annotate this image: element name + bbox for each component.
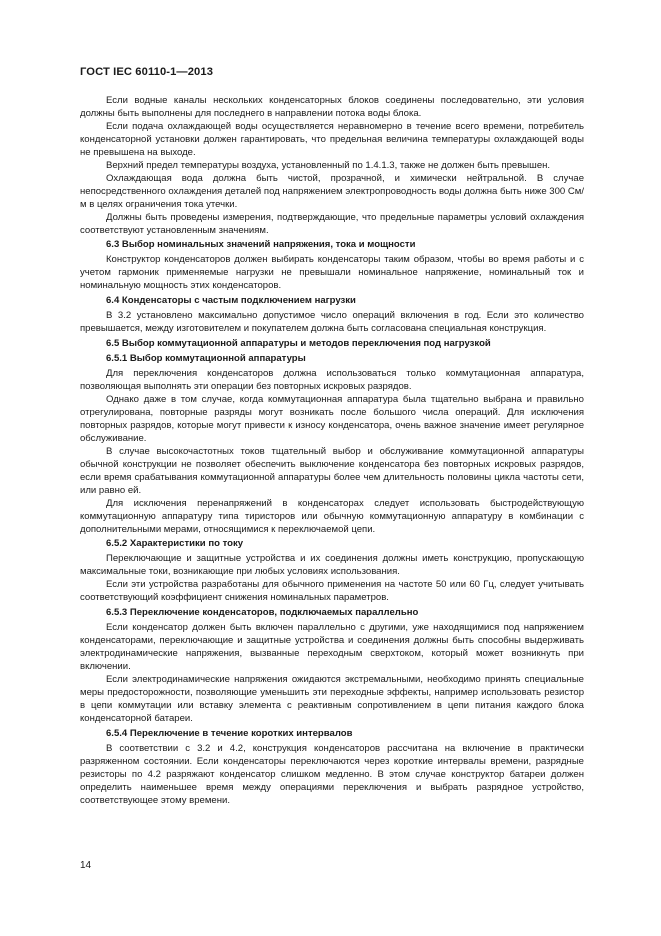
paragraph: Для переключения конденсаторов должна использоваться только коммутационная аппаратура, позволяющая выполнять эти операции без повторных искровых разрядов. [80, 368, 584, 393]
document-body [80, 95, 584, 808]
paragraph: Должны быть проведены измерения, подтверждающие, что предельные параметры условий охлаждения соответствуют установленным значениям. [80, 211, 584, 236]
paragraph: В 3.2 установлено максимально допустимое число операций включения в год. Если это количество превышается, между изготовителем и покупателем должна быть согласована специальная конструкция. [80, 310, 584, 335]
paragraph: Охлаждающая вода должна быть чистой, прозрачной, и химически нейтральной. В случае непосредственного охлаждения деталей под напряжением электропроводность воды должна быть ниже 300 См/м в целях ограничения тока утечки. [80, 172, 584, 210]
paragraph: Конструктор конденсаторов должен выбирать конденсаторы таким образом, чтобы во время работы и с учетом гармоник применяемые нагрузки не превышали номинальное напряжение, номинальный ток и номинальную мощность этих конденсаторов. [80, 254, 584, 292]
paragraph: В соответствии с 3.2 и 4.2, конструкция конденсаторов рассчитана на включение в практически разряженном состоянии. Если конденсаторы переключаются через короткие интервалы времени, разрядные резисторы по 4.2 разряжают конденсатор слишком медленно. В этом случае конструктор батареи должен определить наименьшее время между операциями переключения и выбрать разрядное устройство, соответствующее этому времени. [80, 742, 584, 806]
paragraph: Если эти устройства разработаны для обычного применения на частоте 50 или 60 Гц, следует учитывать соответствующий коэффициент снижения номинальных параметров. [80, 579, 584, 604]
section-heading-6-5-3: 6.5.3 Переключение конденсаторов, подключаемых параллельно [106, 607, 419, 619]
paragraph: Верхний предел температуры воздуха, установленный по 1.4.1.3, также не должен быть превышен. [106, 159, 551, 171]
section-heading-6-5-1: 6.5.1 Выбор коммутационной аппаратуры [106, 353, 306, 365]
paragraph: Если электродинамические напряжения ожидаются экстремальными, необходимо принять специальные меры предосторожности, позволяющие уменьшить эти переходные эффекты, например использовать резистор в цепи коммутации или вставку элемента с реактивным сопротивлением в цепи питания каждого блока конденсаторной батареи. [80, 673, 584, 724]
paragraph: Для исключения перенапряжений в конденсаторах следует использовать быстродействующую коммутационную аппаратуру типа тиристоров или обычную коммутационную аппаратуру в комбинации с дополнительными мерами, относящимися к переключаемой цепи. [80, 497, 584, 535]
paragraph: Однако даже в том случае, когда коммутационная аппаратура была тщательно выбрана и правильно отрегулирована, повторные разряды могут возникать после большого числа операций. Для исключения повторных разрядов, которые могут привести к износу конденсатора, очень важное значение имеет регулярное обслуживание. [80, 393, 584, 444]
section-heading-6-5-2: 6.5.2 Характеристики по току [106, 538, 244, 550]
section-heading-6-4: 6.4 Конденсаторы с частым подключением нагрузки [106, 295, 356, 307]
section-heading-6-5-4: 6.5.4 Переключение в течение коротких интервалов [106, 727, 353, 739]
paragraph: Если подача охлаждающей воды осуществляется неравномерно в течение всего времени, потребитель конденсаторной установки должен гарантировать, что предельная величина температуры охлаждающей воды не превышена на выходе. [80, 120, 584, 158]
page-number: 14 [80, 860, 92, 871]
document-header: ГОСТ IEC 60110-1—2013 [80, 66, 214, 78]
paragraph: Переключающие и защитные устройства и их соединения должны иметь конструкцию, пропускающую максимальные токи, возникающие при любых условиях использования. [80, 553, 584, 578]
section-heading-6-5: 6.5 Выбор коммутационной аппаратуры и методов переключения под нагрузкой [106, 338, 491, 350]
paragraph: Если водные каналы нескольких конденсаторных блоков соединены последовательно, эти условия должны быть выполнены для последнего в направлении потока воды блока. [80, 95, 584, 119]
paragraph: Если конденсатор должен быть включен параллельно с другими, уже находящимися под напряжением конденсаторами, переключающие и защитные устройства и соединения должны быть способны выдерживать электродинамические напряжения, вызванные переходным сверхтоком, который может возникнуть при включении. [80, 622, 584, 673]
paragraph: В случае высокочастотных токов тщательный выбор и обслуживание коммутационной аппаратуры обычной конструкции не позволяет обеспечить выключение конденсатора без повторных искровых разрядов, если время срабатывания коммутационной аппаратуры более чем длительность половины цикла частоты сети, или равно ей. [80, 445, 584, 496]
section-heading-6-3: 6.3 Выбор номинальных значений напряжения, тока и мощности [106, 239, 416, 251]
